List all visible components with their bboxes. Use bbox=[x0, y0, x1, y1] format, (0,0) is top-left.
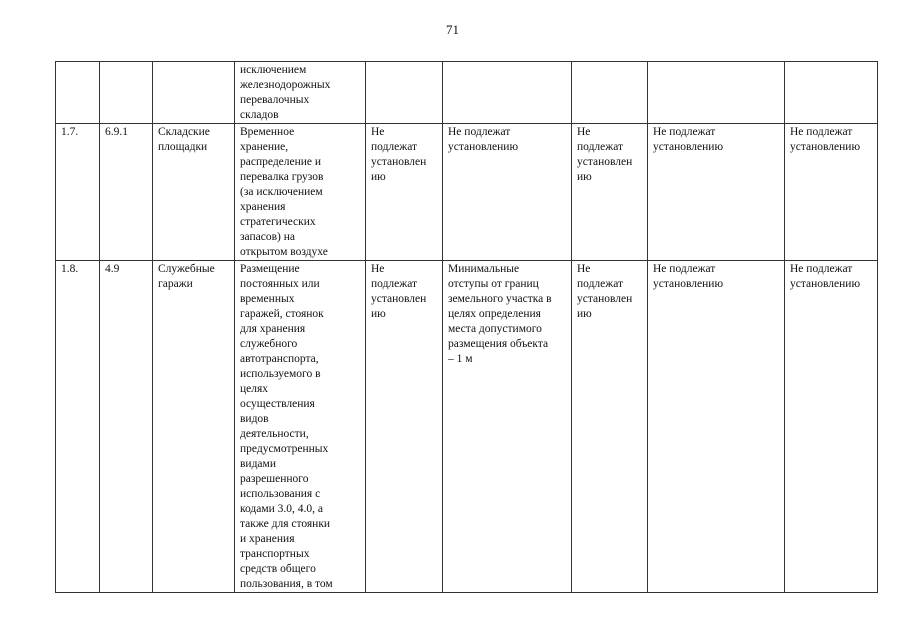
table-cell: Не подлежат установлению bbox=[785, 261, 878, 593]
name-cell: Служебные гаражи bbox=[153, 261, 235, 593]
table-cell: Не подлежат установлен ию bbox=[572, 261, 648, 593]
code-cell: 4.9 bbox=[100, 261, 153, 593]
table-cell bbox=[572, 62, 648, 124]
table-row bbox=[56, 261, 878, 593]
table-cell: Не подлежат установлен ию bbox=[572, 124, 648, 261]
table-row bbox=[56, 62, 878, 124]
table-cell bbox=[648, 62, 785, 124]
table-cell: Не подлежат установлению bbox=[443, 124, 572, 261]
table-cell: Не подлежат установлен ию bbox=[366, 261, 443, 593]
table-row bbox=[56, 124, 878, 261]
description-cell: Размещение постоянных или временных гаражей, стоянок для хранения служебного автотранспорта, используемого в целях осуществления видов деятельности, предусмотренных видами разрешенного использования с кодами 3.0, 4.0, а также для стоянки и хранения транспортных средств общего пользования, в том bbox=[235, 261, 366, 593]
table-cell bbox=[153, 62, 235, 124]
name-cell: Складские площадки bbox=[153, 124, 235, 261]
table-cell bbox=[785, 62, 878, 124]
table-cell bbox=[443, 62, 572, 124]
table-cell bbox=[100, 62, 153, 124]
regulations-table bbox=[55, 61, 878, 593]
row-number-cell: 1.7. bbox=[56, 124, 100, 261]
table-cell bbox=[366, 62, 443, 124]
table-cell: Не подлежат установлению bbox=[648, 261, 785, 593]
table-cell bbox=[56, 62, 100, 124]
description-cell: Временное хранение, распределение и перевалка грузов (за исключением хранения стратегических запасов) на открытом воздухе bbox=[235, 124, 366, 261]
code-cell: 6.9.1 bbox=[100, 124, 153, 261]
table-cell: Минимальные отступы от границ земельного участка в целях определения места допустимого размещения объекта – 1 м bbox=[443, 261, 572, 593]
row-number-cell: 1.8. bbox=[56, 261, 100, 593]
table-cell: Не подлежат установлен ию bbox=[366, 124, 443, 261]
table-cell: Не подлежат установлению bbox=[785, 124, 878, 261]
table-cell: исключением железнодорожных перевалочных складов bbox=[235, 62, 366, 124]
page-number: 71 bbox=[446, 22, 459, 37]
table-cell: Не подлежат установлению bbox=[648, 124, 785, 261]
